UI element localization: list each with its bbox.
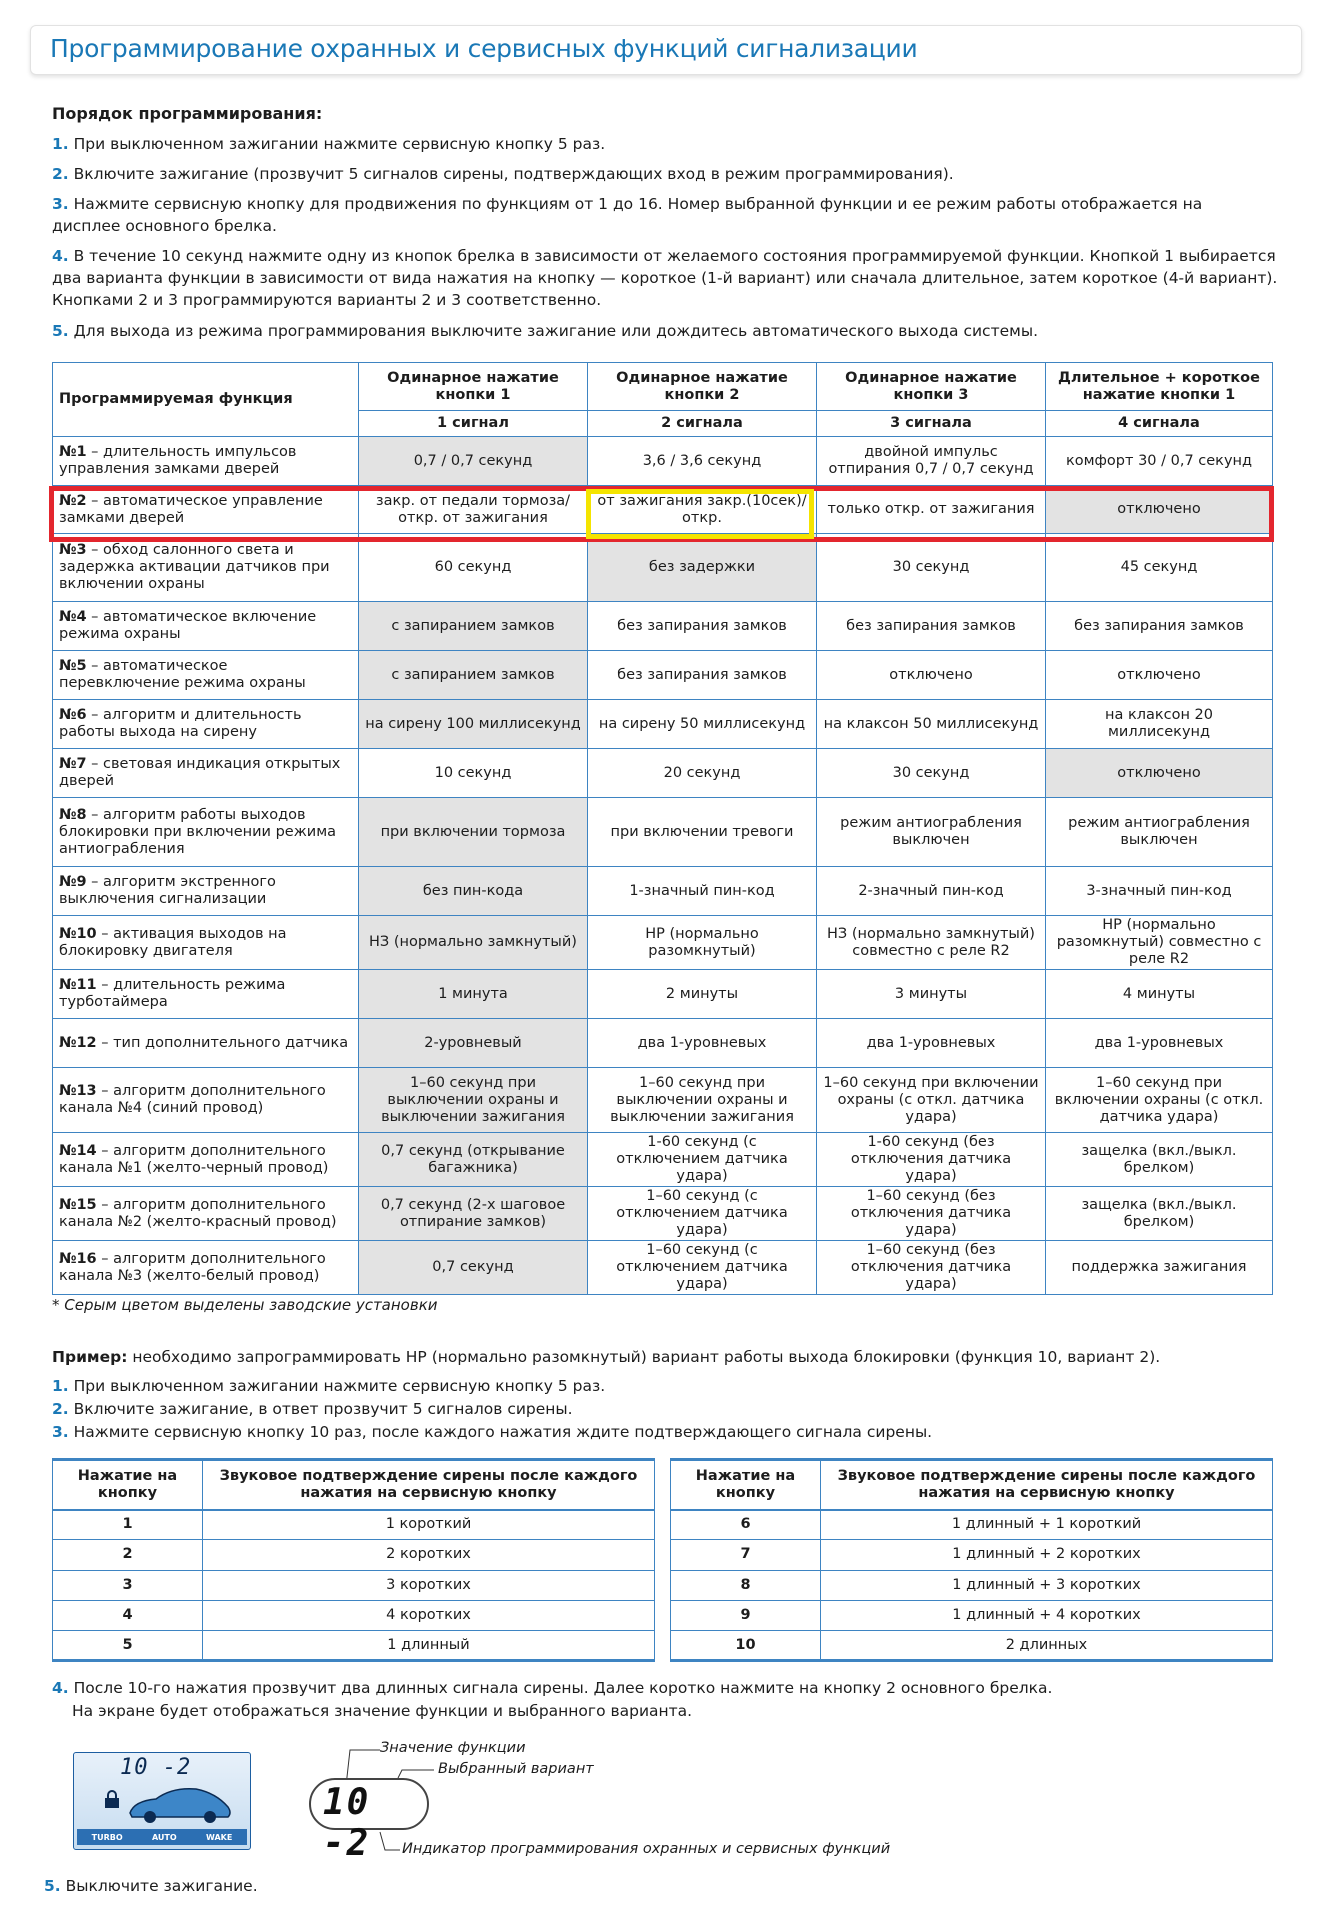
function-description: – длительность импульсов управления замками дверей	[59, 444, 297, 477]
signal-header: 4 сигнала	[1046, 411, 1273, 437]
option-cell: два 1-уровневых	[588, 1019, 817, 1068]
option-cell: поддержка зажигания	[1046, 1241, 1273, 1295]
option-cell: отключено	[1046, 651, 1273, 700]
siren-confirmation: 1 длинный + 4 коротких	[821, 1600, 1273, 1630]
function-row	[53, 437, 1273, 486]
option-cell: при включении тревоги	[588, 798, 817, 867]
example-step-5	[44, 1877, 258, 1895]
function-name	[53, 1187, 359, 1241]
function-number: №13	[59, 1083, 97, 1099]
option-cell: без пин-кода	[359, 867, 588, 916]
example-step	[52, 1423, 932, 1441]
function-number: №7	[59, 756, 87, 772]
function-row	[53, 867, 1273, 916]
option-cell: 30 секунд	[817, 534, 1046, 602]
option-cell: отключено	[1046, 749, 1273, 798]
option-cell: 0,7 секунд (открывание багажника)	[359, 1133, 588, 1187]
function-description: – автоматическое управление замками дверей	[59, 492, 323, 526]
option-cell: 0,7 секунд	[359, 1241, 588, 1295]
press-row	[671, 1631, 1273, 1661]
step-number: 4.	[52, 1679, 69, 1697]
function-description: – тип дополнительного датчика	[96, 1034, 349, 1051]
factory-defaults-note: * Серым цветом выделены заводские установки	[52, 1296, 438, 1314]
example-step-4-line2: На экране будет отображаться значение функции и выбранного варианта.	[72, 1702, 693, 1720]
press-count: 3	[53, 1570, 203, 1600]
option-cell: без задержки	[588, 534, 817, 602]
option-cell: 1 минута	[359, 970, 588, 1019]
press-table-right	[670, 1458, 1273, 1662]
option-cell: 4 минуты	[1046, 970, 1273, 1019]
procedure-step	[52, 320, 1282, 342]
function-description: – автоматическое перевключение режима охраны	[59, 658, 306, 691]
press-row	[53, 1631, 655, 1661]
option-cell: НЗ (нормально замкнутый) совместно с реле R2	[817, 916, 1046, 970]
function-number: №6	[59, 707, 87, 723]
step-text: При выключенном зажигании нажмите сервисную кнопку 5 раз.	[73, 1377, 606, 1395]
siren-confirmation: 1 длинный + 2 коротких	[821, 1540, 1273, 1570]
example-step	[52, 1377, 605, 1395]
function-column-header: Программируемая функция	[53, 363, 359, 437]
siren-confirmation: 1 короткий	[203, 1510, 655, 1540]
option-cell: режим антиограбления выключен	[817, 798, 1046, 867]
function-number: №10	[59, 925, 97, 942]
siren-confirmation: 1 длинный + 3 коротких	[821, 1570, 1273, 1600]
callout-indicator: Индикатор программирования охранных и сервисных функций	[402, 1841, 891, 1857]
option-cell: 1–60 секунд (без отключения датчика удара)	[817, 1187, 1046, 1241]
function-description: – алгоритм экстренного выключения сигнализации	[59, 874, 276, 907]
function-description: – алгоритм дополнительного канала №2 (желто-красный провод)	[59, 1196, 337, 1230]
function-name	[53, 970, 359, 1019]
column-header: Одинарное нажатие кнопки 1	[359, 363, 588, 411]
step-number: 3.	[52, 195, 69, 213]
option-cell: только откр. от зажигания	[817, 486, 1046, 534]
press-row	[53, 1570, 655, 1600]
option-cell: отключено	[817, 651, 1046, 700]
press-row	[671, 1600, 1273, 1630]
option-cell: два 1-уровневых	[817, 1019, 1046, 1068]
step-number: 1.	[52, 135, 69, 153]
confirm-header: Звуковое подтверждение сирены после каждого нажатия на сервисную кнопку	[203, 1460, 655, 1510]
function-name	[53, 749, 359, 798]
press-count: 6	[671, 1510, 821, 1540]
press-count: 9	[671, 1600, 821, 1630]
function-name	[53, 798, 359, 867]
step-text: Включите зажигание, в ответ прозвучит 5 сигналов сирены.	[73, 1400, 573, 1418]
step-number: 2.	[52, 165, 69, 183]
example-step	[52, 1400, 573, 1418]
option-cell: 1–60 секунд при включении охраны (с откл. датчика удара)	[1046, 1068, 1273, 1133]
column-header: Одинарное нажатие кнопки 3	[817, 363, 1046, 411]
function-row	[53, 1187, 1273, 1241]
fob-button-turbo: TURBO	[91, 1832, 123, 1842]
procedure-step	[52, 193, 1252, 237]
example-label: Пример:	[52, 1348, 128, 1366]
option-cell: 0,7 / 0,7 секунд	[359, 437, 588, 486]
press-count: 1	[53, 1510, 203, 1540]
function-number: №8	[59, 806, 87, 823]
function-row	[53, 916, 1273, 970]
step-number: 4.	[52, 247, 69, 265]
function-number: №5	[59, 658, 87, 674]
procedure-step	[52, 163, 1282, 185]
function-row	[53, 651, 1273, 700]
lcd-value: 10 -2	[323, 1782, 371, 1864]
header-bar	[30, 25, 1302, 75]
signal-header: 2 сигнала	[588, 411, 817, 437]
option-cell: с запиранием замков	[359, 602, 588, 651]
function-row	[53, 749, 1273, 798]
option-cell: НР (нормально разомкнутый) совместно с реле R2	[1046, 916, 1273, 970]
function-row	[53, 602, 1273, 651]
press-table-left	[52, 1458, 655, 1662]
function-number: №14	[59, 1142, 97, 1159]
fob-value: 10 -2	[120, 1755, 192, 1780]
option-cell: 3 минуты	[817, 970, 1046, 1019]
option-cell: без запирания замков	[588, 651, 817, 700]
option-cell: с запиранием замков	[359, 651, 588, 700]
function-row	[53, 1068, 1273, 1133]
option-cell: от зажигания закр.(10сек)/ откр.	[588, 486, 817, 534]
step-number: 1.	[52, 1377, 69, 1395]
option-cell: на сирену 100 миллисекунд	[359, 700, 588, 749]
column-header: Одинарное нажатие кнопки 2	[588, 363, 817, 411]
option-cell: без запирания замков	[1046, 602, 1273, 651]
function-row	[53, 1241, 1273, 1295]
function-name	[53, 651, 359, 700]
callout-selected-variant: Выбранный вариант	[438, 1761, 594, 1777]
function-name	[53, 700, 359, 749]
example-step-4	[52, 1679, 1052, 1697]
confirm-header: Звуковое подтверждение сирены после каждого нажатия на сервисную кнопку	[821, 1460, 1273, 1510]
fob-button-wake: WAKE	[206, 1832, 233, 1842]
function-row	[53, 1019, 1273, 1068]
step-text: Включите зажигание (прозвучит 5 сигналов сирены, подтверждающих вход в режим программирования).	[73, 165, 954, 183]
option-cell: 3-значный пин-код	[1046, 867, 1273, 916]
function-number: №2	[59, 492, 87, 509]
option-cell: 0,7 секунд (2-х шаговое отпирание замков)	[359, 1187, 588, 1241]
press-row	[53, 1540, 655, 1570]
function-name	[53, 1019, 359, 1068]
function-number: №16	[59, 1250, 97, 1267]
function-description: – длительность режима турботаймера	[59, 977, 286, 1010]
press-count: 10	[671, 1631, 821, 1661]
procedure-step	[52, 245, 1282, 311]
function-description: – обход салонного света и задержка активации датчиков при включении охраны	[59, 542, 330, 592]
press-row	[53, 1510, 655, 1540]
step-number: 3.	[52, 1423, 69, 1441]
siren-confirmation: 2 коротких	[203, 1540, 655, 1570]
option-cell: 2 минуты	[588, 970, 817, 1019]
step-text: Нажмите сервисную кнопку 10 раз, после каждого нажатия ждите подтверждающего сигнала сирены.	[73, 1423, 933, 1441]
option-cell: комфорт 30 / 0,7 секунд	[1046, 437, 1273, 486]
option-cell: на сирену 50 миллисекунд	[588, 700, 817, 749]
option-cell: 30 секунд	[817, 749, 1046, 798]
function-name	[53, 602, 359, 651]
step-text: Нажмите сервисную кнопку для продвижения по функциям от 1 до 16. Номер выбранной функции и ее режим работы отображается на дисплее основного брелка.	[52, 195, 1203, 235]
signal-header: 1 сигнал	[359, 411, 588, 437]
option-cell: 10 секунд	[359, 749, 588, 798]
function-description: – алгоритм дополнительного канала №3 (желто-белый провод)	[59, 1250, 326, 1284]
function-row	[53, 970, 1273, 1019]
option-cell: 1-значный пин-код	[588, 867, 817, 916]
function-number: №12	[59, 1034, 97, 1051]
function-name	[53, 916, 359, 970]
option-cell: 2-значный пин-код	[817, 867, 1046, 916]
siren-confirmation: 3 коротких	[203, 1570, 655, 1600]
function-name	[53, 1068, 359, 1133]
car-icon	[124, 1781, 234, 1825]
function-number: №4	[59, 609, 87, 625]
option-cell: без запирания замков	[588, 602, 817, 651]
fob-button-bar	[77, 1829, 247, 1845]
option-cell: 1–60 секунд при включении охраны (с откл. датчика удара)	[817, 1068, 1046, 1133]
step-number: 2.	[52, 1400, 69, 1418]
function-row	[53, 1133, 1273, 1187]
signal-header: 3 сигнала	[817, 411, 1046, 437]
siren-confirmation: 1 длинный	[203, 1631, 655, 1661]
callout-function-value: Значение функции	[380, 1740, 526, 1756]
function-row	[53, 798, 1273, 867]
option-cell: режим антиограбления выключен	[1046, 798, 1273, 867]
function-name	[53, 867, 359, 916]
press-row	[671, 1510, 1273, 1540]
option-cell: на клаксон 50 миллисекунд	[817, 700, 1046, 749]
press-count: 7	[671, 1540, 821, 1570]
page-title: Программирование охранных и сервисных функций сигнализации	[50, 34, 918, 63]
function-row	[53, 534, 1273, 602]
option-cell: НР (нормально разомкнутый)	[588, 916, 817, 970]
option-cell: защелка (вкл./выкл. брелком)	[1046, 1133, 1273, 1187]
option-cell: закр. от педали тормоза/ откр. от зажигания	[359, 486, 588, 534]
function-name	[53, 1133, 359, 1187]
siren-confirmation: 4 коротких	[203, 1600, 655, 1630]
siren-confirmation: 1 длинный + 1 короткий	[821, 1510, 1273, 1540]
press-row	[53, 1600, 655, 1630]
function-number: №1	[59, 444, 87, 460]
option-cell: 1–60 секунд (с отключением датчика удара)	[588, 1187, 817, 1241]
option-cell: защелка (вкл./выкл. брелком)	[1046, 1187, 1273, 1241]
press-header: Нажатие на кнопку	[53, 1460, 203, 1510]
option-cell: 20 секунд	[588, 749, 817, 798]
function-description: – алгоритм дополнительного канала №4 (синий провод)	[59, 1083, 326, 1116]
example-intro	[52, 1348, 1160, 1366]
press-count: 8	[671, 1570, 821, 1600]
key-fob-display	[73, 1752, 251, 1850]
press-row	[671, 1570, 1273, 1600]
step-text: При выключенном зажигании нажмите сервисную кнопку 5 раз.	[73, 135, 606, 153]
option-cell: НЗ (нормально замкнутый)	[359, 916, 588, 970]
option-cell: 60 секунд	[359, 534, 588, 602]
function-description: – активация выходов на блокировку двигателя	[59, 925, 287, 959]
step-text: Выключите зажигание.	[65, 1877, 258, 1895]
lcd-display	[309, 1778, 429, 1864]
option-cell: без запирания замков	[817, 602, 1046, 651]
press-count: 2	[53, 1540, 203, 1570]
function-description: – алгоритм работы выходов блокировки при включении режима антиограбления	[59, 806, 337, 857]
function-number: №9	[59, 874, 87, 890]
function-number: №15	[59, 1196, 97, 1213]
option-cell: 45 секунд	[1046, 534, 1273, 602]
function-number: №11	[59, 977, 97, 993]
option-cell: 3,6 / 3,6 секунд	[588, 437, 817, 486]
example-text: необходимо запрограммировать НР (нормально разомкнутый) вариант работы выхода блокировки (функция 10, вариант 2).	[127, 1348, 1161, 1366]
function-name	[53, 1241, 359, 1295]
option-cell: 1–60 секунд при выключении охраны и выключении зажигания	[588, 1068, 817, 1133]
press-count: 5	[53, 1631, 203, 1661]
function-number: №3	[59, 542, 87, 558]
function-description: – алгоритм дополнительного канала №1 (желто-черный провод)	[59, 1142, 329, 1176]
option-cell: два 1-уровневых	[1046, 1019, 1273, 1068]
function-description: – световая индикация открытых дверей	[59, 756, 341, 789]
siren-confirmation: 2 длинных	[821, 1631, 1273, 1661]
press-header: Нажатие на кнопку	[671, 1460, 821, 1510]
option-cell: отключено	[1046, 486, 1273, 534]
step-text: После 10-го нажатия прозвучит два длинных сигнала сирены. Далее коротко нажмите на кнопку 2 основного брелка.	[73, 1679, 1053, 1697]
step-number: 5.	[52, 322, 69, 340]
step-text: Для выхода из режима программирования выключите зажигание или дождитесь автоматического выхода системы.	[73, 322, 1039, 340]
function-description: – алгоритм и длительность работы выхода на сирену	[59, 707, 302, 740]
option-cell: 1-60 секунд (без отключения датчика удара)	[817, 1133, 1046, 1187]
option-cell: на клаксон 20 миллисекунд	[1046, 700, 1273, 749]
function-row	[53, 700, 1273, 749]
option-cell: при включении тормоза	[359, 798, 588, 867]
step-text: В течение 10 секунд нажмите одну из кнопок брелка в зависимости от желаемого состояния программируемой функции. Кнопкой 1 выбирается два варианта функции в зависимости от вида нажатия на кнопку — короткое (1-й вариант) или сначала длительное, затем короткое (4-й вариант). Кнопками 2 и 3 программируются варианты 2 и 3 соответственно.	[52, 247, 1278, 309]
option-cell: 2-уровневый	[359, 1019, 588, 1068]
press-row	[671, 1540, 1273, 1570]
function-name	[53, 437, 359, 486]
option-cell: 1–60 секунд (с отключением датчика удара)	[588, 1241, 817, 1295]
function-name	[53, 534, 359, 602]
yellow-highlight-frame	[586, 489, 814, 539]
option-cell: 1-60 секунд (с отключением датчика удара)	[588, 1133, 817, 1187]
step-number: 5.	[44, 1877, 61, 1895]
procedure-heading: Порядок программирования:	[52, 104, 323, 123]
procedure-step	[52, 133, 1282, 155]
option-cell: 1–60 секунд (без отключения датчика удара)	[817, 1241, 1046, 1295]
column-header: Длительное + короткое нажатие кнопки 1	[1046, 363, 1273, 411]
option-cell: 1–60 секунд при выключении охраны и выключении зажигания	[359, 1068, 588, 1133]
option-cell: двойной импульс отпирания 0,7 / 0,7 секунд	[817, 437, 1046, 486]
fob-button-auto: AUTO	[151, 1832, 177, 1842]
lock-icon	[102, 1789, 122, 1809]
press-count: 4	[53, 1600, 203, 1630]
function-description: – автоматическое включение режима охраны	[59, 609, 317, 642]
